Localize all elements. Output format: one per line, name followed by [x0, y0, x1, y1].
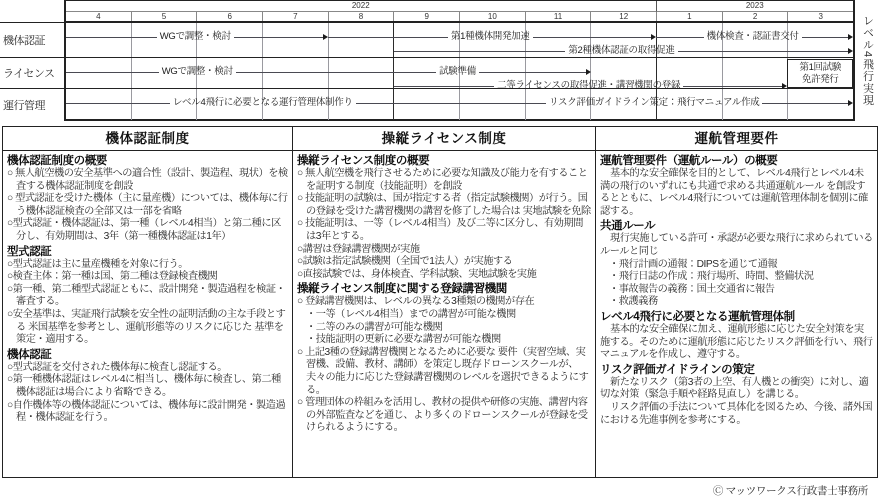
- panel-aircraft-certification: [3, 127, 292, 477]
- timeline-month-cell: 8: [328, 12, 394, 21]
- timeline-month-header: [66, 12, 853, 23]
- timeline-bar: [66, 96, 460, 110]
- timeline-month-cell: 9: [393, 12, 459, 21]
- section-subbullet: ・事故報告の義務：国土交通省に報告: [609, 283, 775, 295]
- section-bullet: ○ 無人航空機を飛行させるために必要な知識及び能力を有することを証明する制度（技能証明）を創設: [297, 168, 588, 192]
- arrow-right-icon: [848, 48, 853, 54]
- timeline-bar-label: 第1種機体開発加速: [450, 31, 530, 42]
- timeline-row-label-license: ライセンス: [0, 57, 64, 88]
- timeline-bar: [394, 44, 853, 58]
- timeline-bar: [66, 30, 328, 44]
- section-bullet: ○型式認証・機体認証は、第一種（レベル4相当）と第二種に区分し、有効期間は、3年（第一種機体認証は1年）: [7, 218, 281, 242]
- section-bullet: ○第一種機体認証はレベル4に相当し、機体毎に検査し、第二種機体認証は場合により省略できる。: [7, 374, 281, 398]
- timeline-bar: [328, 30, 656, 44]
- section-subbullet: ・救護義務: [609, 296, 658, 308]
- timeline-month-cell: 12: [590, 12, 656, 21]
- section-subbullet: ・技能証明の更新に必要な講習が可能な機関: [306, 334, 501, 346]
- section-paragraph: 新たなリスク（第3者の上空、有人機との衝突）に対し、適切な対策（緊急手順や経路見直し）を講じる。: [600, 376, 869, 401]
- timeline-year-header: [66, 1, 853, 12]
- timeline-bar-line-left: [66, 37, 157, 38]
- timeline-bar-line-left: [328, 37, 448, 38]
- section-bullet: ○型式認証を交付された機体毎に検査し認証する。: [7, 361, 227, 373]
- timeline-milestone-line: 免許発行: [801, 73, 839, 85]
- section-paragraph: 基本的な安全確保を目的として、レベル4飛行とレベル4未満の飛行のいずれにも共通で求める共通運航ルール を創設するとともに、レベル4飛行については運航管理体制を個別に確認する。: [600, 168, 868, 217]
- timeline-body: [66, 23, 853, 120]
- panel-title: 操縦ライセンス制度: [293, 127, 595, 151]
- section-bullet: ○ 無人航空機の安全基準への適合性（設計、製造程、現状）を検査する機体認証制度を創設: [7, 168, 288, 192]
- timeline-bar-line-left: [460, 103, 547, 104]
- timeline-row-labels: [0, 0, 66, 121]
- timeline-bar-line-left: [394, 51, 565, 52]
- panel-title: 機体認証制度: [3, 127, 292, 151]
- timeline-bar-line-left: [66, 103, 170, 104]
- section-bullet: ○ 型式認証を受けた機体（主に量産機）については、機体毎に行う機体認証検査の全部又は一部を省略: [7, 193, 288, 217]
- section-paragraph: 現行実施している許可・承認が必要な飛行に求められているルールと同じ: [600, 233, 873, 257]
- timeline-bar-line-right: [479, 72, 587, 73]
- footer: [0, 480, 880, 500]
- timeline-milestone-line: 第1回試験: [799, 61, 841, 73]
- timeline-month-cell: 1: [656, 12, 722, 21]
- arrow-right-icon: [586, 69, 591, 75]
- timeline-bar-label: WGで調整・検討: [161, 66, 233, 77]
- panel-body: [596, 151, 877, 477]
- timeline-bar-line-left: [328, 72, 436, 73]
- timeline-bar-line-right: [356, 103, 460, 104]
- arrow-right-icon: [848, 100, 853, 106]
- timeline-bar-line-left: [66, 72, 159, 73]
- section-bullet: ○ 管理団体の枠組みを活用し、教材の提供や研修の実施、講習内容の外部監査などを通じ、より多くのドローンスクールが登録を受けられるようにする。: [297, 397, 588, 434]
- timeline-grid: [66, 0, 853, 121]
- panel-section: [600, 310, 873, 362]
- section-paragraph: 基本的な安全確保に加え、運航形態に応じた安全対策を実施する。そのために運航形態に応じたリスク評価を行い、飛行マニュアルを作成し、遵守する。: [600, 323, 873, 361]
- section-bullet: ○検査主体：第一種は国、第二種は登録検査機関: [7, 271, 218, 283]
- section-bullet: ○講習は登録講習機関が実施: [297, 243, 420, 255]
- timeline-milestone-box: [787, 59, 853, 88]
- panel-section: [297, 282, 591, 435]
- section-bullet: ○試験は指定試験機関（全国で1法人）が実施する: [297, 256, 513, 268]
- timeline-bar-line-right: [762, 103, 849, 104]
- section-bullet: ○安全基準は、実証飛行試験を安全性の証明活動の主な手段とする 米国基準を参考とし、運航形態等のリスクに応じた 基準を策定・適用する。: [7, 308, 286, 346]
- timeline-track-license: [66, 58, 853, 89]
- timeline-bar-label: 第2種機体認証の取得促進: [568, 45, 675, 56]
- panel-section: [7, 348, 288, 425]
- section-subbullet: ・一等（レベル4相当）までの講習が可能な機関: [306, 308, 516, 320]
- timeline-month-cell: 6: [196, 12, 262, 21]
- section-bullet: ○自作機体等の機体認証については、機体毎に設計開発・製造過程・機体認証を行う。: [7, 399, 286, 424]
- timeline-bar-label: 機体検査・認証書交付: [706, 31, 799, 42]
- section-heading: 機体認証: [7, 348, 52, 361]
- section-heading: レベル4飛行に必要となる運航管理体制: [600, 310, 795, 323]
- panel-section: [600, 363, 873, 427]
- panel-title: 運航管理要件: [596, 127, 877, 151]
- timeline-month-cell: 5: [131, 12, 197, 21]
- section-subbullet: ・飛行日誌の作成：飛行場所、時間、整備状況: [609, 271, 814, 283]
- section-heading: 操縦ライセンス制度に関する登録講習機関: [297, 283, 507, 296]
- panel-operation-management: [595, 127, 877, 477]
- section-bullet: ○直接試験では、身体検査、学科試験、実地試験を実施: [297, 268, 537, 280]
- timeline-goal-label: レベル4飛行実現: [861, 14, 874, 107]
- timeline-bar: [460, 96, 854, 110]
- timeline-corner-cell: [0, 0, 64, 22]
- timeline-row-label-aircraft: 機体認証: [0, 22, 64, 57]
- timeline-month-cell: 4: [96, 12, 101, 21]
- section-heading: 機体認証制度の概要: [7, 155, 107, 167]
- timeline-bar-label: 二等ライセンスの取得促進・講習機関の登録: [497, 80, 681, 91]
- timeline-year-2022: 2022: [66, 1, 656, 12]
- section-heading: 運航管理要件（運航ルール）の概要: [600, 155, 778, 167]
- panel-section: [297, 154, 591, 281]
- panel-body: [3, 151, 292, 477]
- timeline-bar-label: リスク評価ガイドライン策定：飛行マニュアル作成: [549, 97, 760, 108]
- timeline-bar-line-left: [394, 86, 494, 87]
- section-heading: 型式認証: [7, 245, 52, 258]
- timeline-year-2023: 2023: [656, 1, 854, 12]
- timeline-month-cell: 7: [262, 12, 328, 21]
- section-heading: 操縦ライセンス制度の概要: [297, 155, 430, 167]
- timeline-bar-line-right: [236, 72, 329, 73]
- timeline-track-aircraft: [66, 23, 853, 58]
- timeline-track-operation: [66, 89, 853, 122]
- section-bullet: ○ 技能証明の試験は、国が指定する者（指定試験機関）が行う。国の登録を受けた講習機関の講習を修了した場合は 実地試験を免除: [297, 193, 591, 217]
- timeline-month-cell: 3: [787, 12, 853, 21]
- timeline-bar-label: レベル4飛行に必要となる運行管理体制作り: [172, 97, 353, 108]
- section-bullet: ○ 上記3種の登録講習機関となるために必要な 要件（実習空域、実習機、設備、教材、講師）を策定し既存ドローンスクールが、夫々の能力に応じた登録講習機関のレベルを選択できるようにする。: [297, 346, 589, 396]
- panel-section: [7, 154, 288, 244]
- copyright-credit: Ⓒ マッツワークス行政書士事務所: [712, 484, 868, 497]
- detail-panels: [2, 126, 878, 478]
- timeline-month-cell: 10: [459, 12, 525, 21]
- section-subbullet: ・二等のみの講習が可能な機関: [306, 321, 443, 333]
- panel-body: [293, 151, 595, 477]
- timeline-bar-line-right: [533, 37, 653, 38]
- timeline-bar-label: 試験準備: [439, 66, 476, 77]
- timeline-month-cell: 11: [525, 12, 591, 21]
- timeline-bar: [328, 65, 590, 79]
- timeline-bar-label: WGで調整・検討: [159, 31, 231, 42]
- timeline-bar-line-right: [678, 51, 849, 52]
- timeline-row-label-operation: 運行管理: [0, 88, 64, 121]
- timeline-bar-line-right: [683, 86, 783, 87]
- panel-pilot-license: [292, 127, 595, 477]
- timeline-bar-line-right: [802, 37, 849, 38]
- section-bullet: ○ 技能証明は、一等（レベル4相当）及び二等に区分し、有効期間は3年とする。: [297, 218, 583, 242]
- timeline-goal-column: [853, 0, 880, 121]
- arrow-right-icon: [848, 34, 853, 40]
- section-heading: リスク評価ガイドラインの策定: [600, 363, 755, 376]
- section-bullet: ○型式認証は主に量産機種を対象に行う。: [7, 258, 188, 270]
- timeline-bar: [66, 65, 328, 79]
- timeline-gantt: [0, 0, 880, 121]
- timeline-bar-line-right: [234, 37, 325, 38]
- section-subbullet: ・飛行計画の通報：DIPSを通じて通報: [609, 258, 778, 270]
- section-bullet: ○ 登録講習機関は、レベルの異なる3種類の機関が存在: [297, 296, 535, 308]
- panel-section: [600, 154, 873, 218]
- panel-section: [600, 219, 873, 309]
- section-paragraph: リスク評価の手法について具体化を図るため、今後、諸外国における先進事例を参考にする。: [600, 401, 873, 426]
- section-heading: 共通ルール: [600, 220, 656, 233]
- timeline-bar-line-left: [656, 37, 703, 38]
- section-bullet: ○第一種、第二種型式認証ともに、設計開発・製造過程を検証・審査する。: [7, 283, 286, 308]
- timeline-bar: [656, 30, 853, 44]
- panel-section: [7, 245, 288, 347]
- timeline-month-cell: 2: [722, 12, 788, 21]
